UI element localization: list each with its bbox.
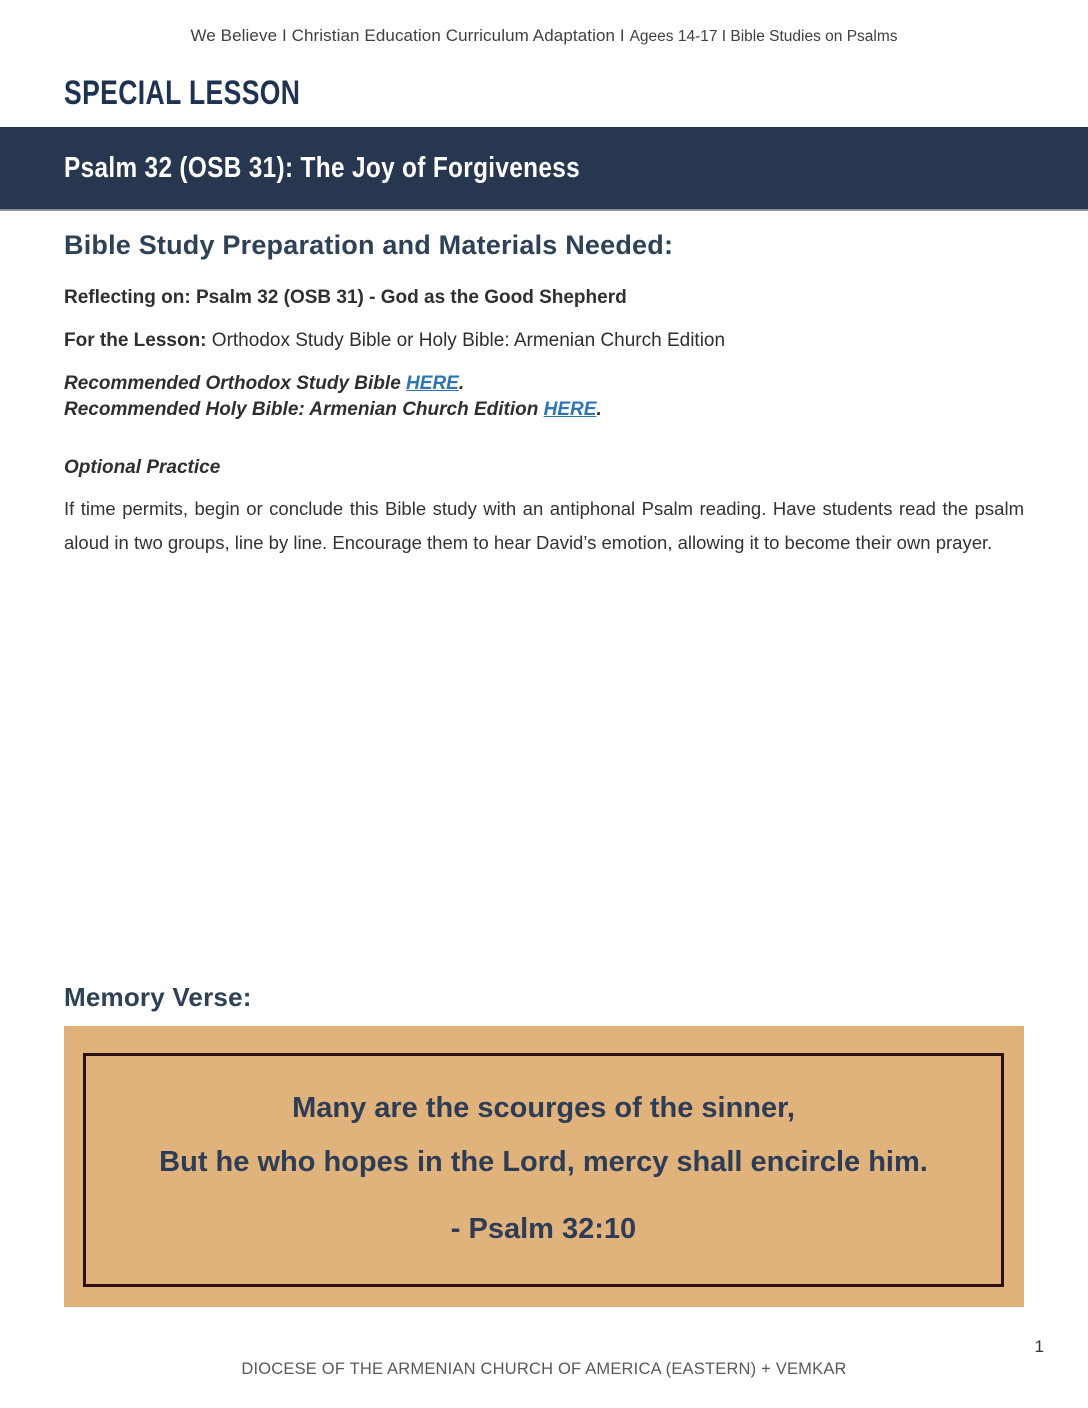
recommended-ace-line: Recommended Holy Bible: Armenian Church Edition HERE. — [64, 399, 602, 420]
memory-verse-inner-frame — [83, 1053, 1004, 1287]
running-header-sub: Agees 14-17 I Bible Studies on Psalms — [629, 28, 898, 45]
page-number: 1 — [1034, 1337, 1044, 1356]
verse-line-2: But he who hopes in the Lord, mercy shall encircle him. — [159, 1146, 928, 1178]
memory-verse-box — [64, 1026, 1024, 1307]
running-footer: DIOCESE OF THE ARMENIAN CHURCH OF AMERICA (EASTERN) + VEMKAR — [241, 1360, 847, 1378]
for-the-lesson-label: For the Lesson: — [64, 330, 207, 351]
lesson-title-banner — [0, 127, 1088, 211]
for-the-lesson-text: Orthodox Study Bible or Holy Bible: Armenian Church Edition — [206, 330, 726, 351]
preparation-section — [64, 230, 1024, 560]
running-header-main: We Believe I Christian Education Curriculum Adaptation I — [190, 26, 630, 45]
ace-here-link[interactable]: HERE — [543, 399, 597, 420]
optional-practice-heading: Optional Practice — [64, 457, 221, 478]
recommended-osb-line: Recommended Orthodox Study Bible HERE. — [64, 373, 465, 394]
running-header — [0, 26, 1088, 46]
lesson-title: Psalm 32 (OSB 31): The Joy of Forgiveness — [64, 151, 581, 184]
verse-line-1: Many are the scourges of the sinner, — [292, 1092, 795, 1124]
preparation-heading: Bible Study Preparation and Materials Needed: — [64, 230, 674, 260]
verse-attribution: - Psalm 32:10 — [450, 1213, 637, 1245]
recommended-links-block — [64, 371, 1024, 423]
osb-here-link[interactable]: HERE — [406, 373, 459, 394]
for-the-lesson-line — [64, 330, 1024, 352]
memory-verse-heading: Memory Verse: — [64, 982, 252, 1012]
reflecting-on-line: Reflecting on: Psalm 32 (OSB 31) - God as the Good Shepherd — [64, 287, 627, 308]
special-lesson-label: SPECIAL LESSON — [64, 74, 301, 112]
optional-practice-paragraph: If time permits, begin or conclude this Bible study with an antiphonal Psalm reading. Have students read the psalm aloud in two groups, line by line. Encourage them to hear David’s emotion, allowing it to become their own prayer. — [64, 498, 1024, 553]
